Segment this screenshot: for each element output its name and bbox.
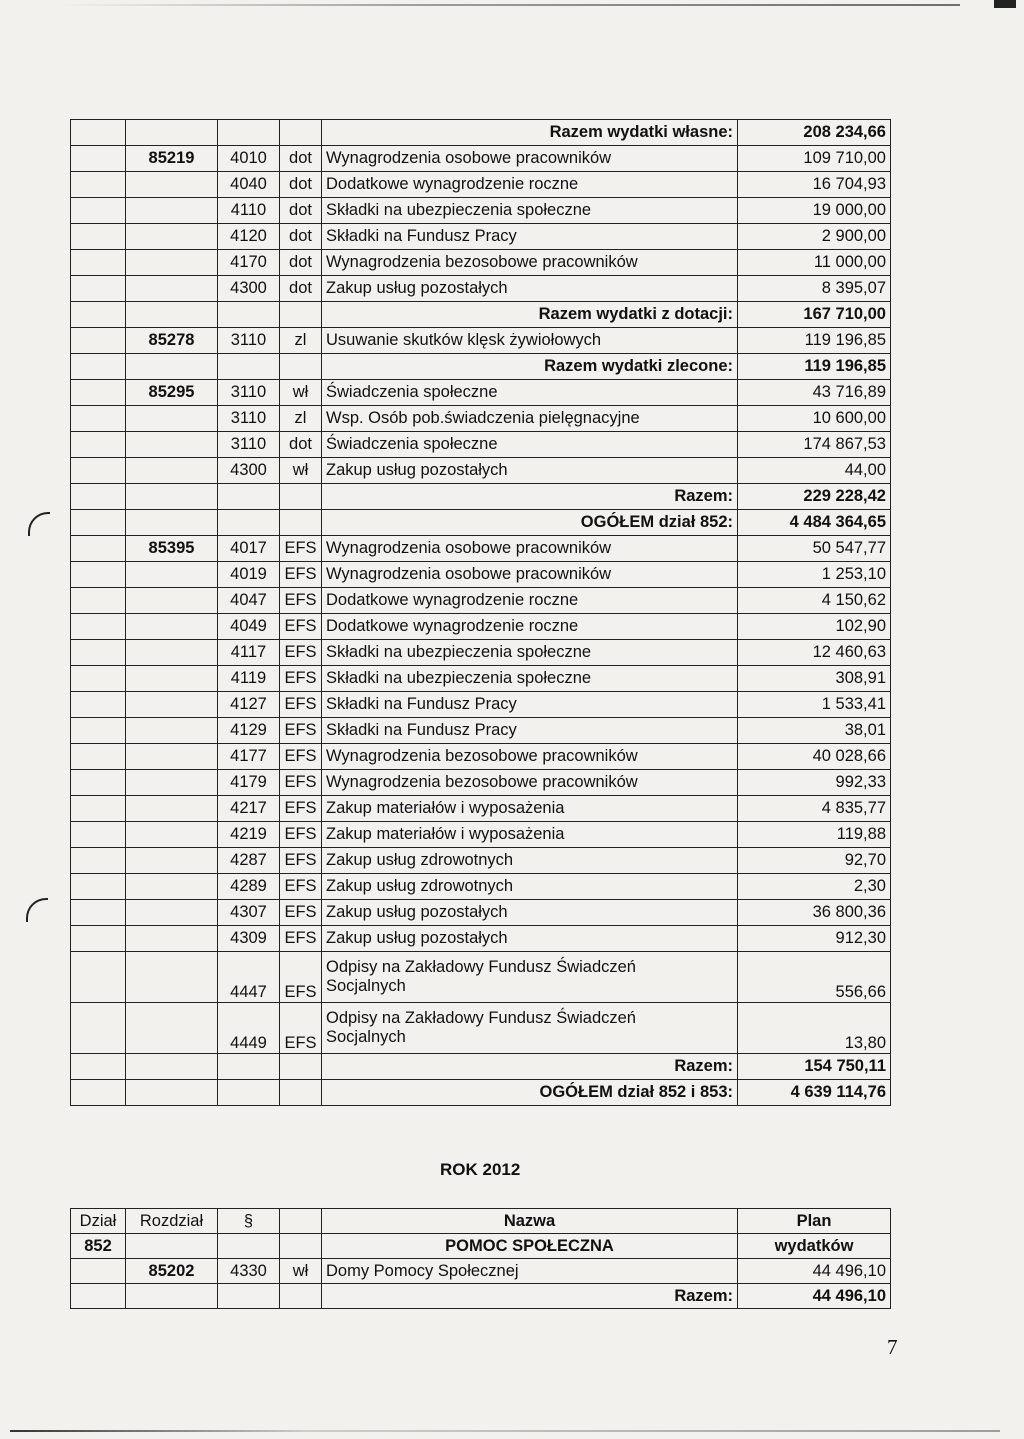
row-paragraph: 4117: [218, 640, 280, 666]
row-rozdzial: [126, 614, 218, 640]
table-row: [71, 198, 891, 224]
row-rozdzial: [126, 458, 218, 484]
row-paragraph: 4219: [218, 822, 280, 848]
total-label: Razem:: [322, 484, 738, 510]
row-name-line-2: Socjalnych: [326, 1028, 406, 1046]
table-row: [71, 900, 891, 926]
total-row: [71, 302, 891, 328]
section-name: POMOC SPOŁECZNA: [322, 1234, 738, 1259]
table-row: [71, 146, 891, 172]
row-name: Składki na Fundusz Pracy: [322, 692, 738, 718]
total-row: [71, 1080, 891, 1106]
row-paragraph: 4127: [218, 692, 280, 718]
total-value: 208 234,66: [738, 120, 891, 146]
row-value: 40 028,66: [738, 744, 891, 770]
row-paragraph: 4289: [218, 874, 280, 900]
row-rozdzial: 85295: [126, 380, 218, 406]
row-rozdzial: 85219: [126, 146, 218, 172]
header-dzial: Dział: [71, 1209, 126, 1234]
total-value: 4 639 114,76: [738, 1080, 891, 1106]
row-rozdzial: [126, 562, 218, 588]
row-value: 992,33: [738, 770, 891, 796]
table-row: [71, 380, 891, 406]
row-value: 36 800,36: [738, 900, 891, 926]
row-source: EFS: [280, 640, 322, 666]
expenditure-table-body: [71, 120, 891, 1106]
row-source: zl: [280, 406, 322, 432]
row-value: 50 547,77: [738, 536, 891, 562]
row-source: wł: [280, 458, 322, 484]
row-rozdzial: [126, 900, 218, 926]
total-row: [71, 1284, 891, 1309]
total-row: [71, 120, 891, 146]
header-rozdzial: Rozdział: [126, 1209, 218, 1234]
table-row: [71, 1259, 891, 1284]
total-label: Razem wydatki własne:: [322, 120, 738, 146]
row-rozdzial: [126, 198, 218, 224]
row-rozdzial: [126, 952, 218, 1003]
table-row: [71, 926, 891, 952]
table-row: [71, 640, 891, 666]
row-name: Wynagrodzenia bezosobowe pracowników: [322, 744, 738, 770]
row-name: Składki na Fundusz Pracy: [322, 224, 738, 250]
row-source: dot: [280, 432, 322, 458]
row-paragraph: 4177: [218, 744, 280, 770]
row-name: Świadczenia społeczne: [322, 380, 738, 406]
row-rozdzial: [126, 406, 218, 432]
total-label: Razem wydatki z dotacji:: [322, 302, 738, 328]
total-label: Razem:: [322, 1054, 738, 1080]
row-paragraph: 3110: [218, 432, 280, 458]
row-name: Wynagrodzenia osobowe pracowników: [322, 536, 738, 562]
row-source: EFS: [280, 822, 322, 848]
table-row: [71, 432, 891, 458]
row-paragraph: 4129: [218, 718, 280, 744]
total-row: [71, 484, 891, 510]
total-label: OGÓŁEM dział 852 i 853:: [322, 1080, 738, 1106]
row-value: 4 150,62: [738, 588, 891, 614]
row-name: Świadczenia społeczne: [322, 432, 738, 458]
table-row: [71, 536, 891, 562]
table-row: [71, 562, 891, 588]
row-rozdzial: [126, 874, 218, 900]
row-value: 2 900,00: [738, 224, 891, 250]
scan-corner-mark: [994, 0, 1016, 8]
row-name: Wynagrodzenia bezosobowe pracowników: [322, 250, 738, 276]
row-paragraph: 4217: [218, 796, 280, 822]
table-row: [71, 172, 891, 198]
row-value: 11 000,00: [738, 250, 891, 276]
total-value: 119 196,85: [738, 354, 891, 380]
row-paragraph: 4010: [218, 146, 280, 172]
row-source: EFS: [280, 848, 322, 874]
total-value: 4 484 364,65: [738, 510, 891, 536]
row-source: EFS: [280, 874, 322, 900]
row-source: dot: [280, 146, 322, 172]
row-name: Zakup usług pozostałych: [322, 926, 738, 952]
table-row: [71, 224, 891, 250]
header-nazwa: Nazwa: [322, 1209, 738, 1234]
row-paragraph: 4119: [218, 666, 280, 692]
row-rozdzial: [126, 848, 218, 874]
row-rozdzial: [126, 224, 218, 250]
total-label: OGÓŁEM dział 852:: [322, 510, 738, 536]
row-value: 174 867,53: [738, 432, 891, 458]
row-value: 44,00: [738, 458, 891, 484]
table-row: [71, 250, 891, 276]
row-paragraph: 4179: [218, 770, 280, 796]
plan-2012-table: [70, 1208, 891, 1309]
table-row: [71, 744, 891, 770]
row-value: 912,30: [738, 926, 891, 952]
table-row: [71, 666, 891, 692]
row-rozdzial: [126, 250, 218, 276]
row-rozdzial: [126, 666, 218, 692]
row-paragraph: 4019: [218, 562, 280, 588]
row-source: dot: [280, 172, 322, 198]
row-paragraph: 4287: [218, 848, 280, 874]
row-value: 13,80: [738, 1003, 891, 1054]
row-name: Zakup usług zdrowotnych: [322, 874, 738, 900]
row-paragraph: 4449: [218, 1003, 280, 1054]
row-source: wł: [280, 1259, 322, 1284]
table-row: [71, 1003, 891, 1054]
row-value: 43 716,89: [738, 380, 891, 406]
row-source: EFS: [280, 562, 322, 588]
row-name: Wsp. Osób pob.świadczenia pielęgnacyjne: [322, 406, 738, 432]
table-row: [71, 796, 891, 822]
table-row: [71, 276, 891, 302]
row-paragraph: 4330: [218, 1259, 280, 1284]
row-name: Zakup materiałów i wyposażenia: [322, 796, 738, 822]
row-value: 44 496,10: [738, 1259, 891, 1284]
row-value: 4 835,77: [738, 796, 891, 822]
row-source: EFS: [280, 926, 322, 952]
row-paragraph: 4300: [218, 458, 280, 484]
row-rozdzial: [126, 172, 218, 198]
row-rozdzial: [126, 588, 218, 614]
row-source: wł: [280, 380, 322, 406]
section-row: [71, 1234, 891, 1259]
table-row: [71, 822, 891, 848]
total-value: 167 710,00: [738, 302, 891, 328]
row-name: Zakup usług pozostałych: [322, 458, 738, 484]
row-paragraph: 3110: [218, 328, 280, 354]
row-source: dot: [280, 198, 322, 224]
row-paragraph: 4307: [218, 900, 280, 926]
row-name: Dodatkowe wynagrodzenie roczne: [322, 588, 738, 614]
table-row: [71, 874, 891, 900]
punch-hole-mark: [26, 898, 48, 922]
section-dzial: 852: [71, 1234, 126, 1259]
row-name: Wynagrodzenia osobowe pracowników: [322, 146, 738, 172]
row-name: Składki na Fundusz Pracy: [322, 718, 738, 744]
expenditure-table: [70, 119, 891, 1106]
row-source: dot: [280, 250, 322, 276]
row-source: zl: [280, 328, 322, 354]
total-label: Razem:: [322, 1284, 738, 1309]
row-value: 308,91: [738, 666, 891, 692]
row-value: 1 253,10: [738, 562, 891, 588]
row-rozdzial: [126, 926, 218, 952]
row-rozdzial: [126, 276, 218, 302]
row-rozdzial: [126, 770, 218, 796]
row-name: Domy Pomocy Społecznej: [322, 1259, 738, 1284]
total-row: [71, 510, 891, 536]
row-value: 16 704,93: [738, 172, 891, 198]
table-row: [71, 458, 891, 484]
row-rozdzial: [126, 822, 218, 848]
row-name: Składki na ubezpieczenia społeczne: [322, 198, 738, 224]
row-source: EFS: [280, 536, 322, 562]
row-paragraph: 4040: [218, 172, 280, 198]
row-name: Wynagrodzenia bezosobowe pracowników: [322, 770, 738, 796]
table-row: [71, 406, 891, 432]
row-name: Zakup usług pozostałych: [322, 900, 738, 926]
row-value: 38,01: [738, 718, 891, 744]
row-source: EFS: [280, 718, 322, 744]
row-rozdzial: [126, 718, 218, 744]
row-name: [322, 1003, 738, 1054]
row-source: dot: [280, 276, 322, 302]
row-name: Składki na ubezpieczenia społeczne: [322, 666, 738, 692]
row-rozdzial: 85395: [126, 536, 218, 562]
row-source: EFS: [280, 588, 322, 614]
row-paragraph: 4017: [218, 536, 280, 562]
row-value: 556,66: [738, 952, 891, 1003]
row-value: 2,30: [738, 874, 891, 900]
row-rozdzial: [126, 1003, 218, 1054]
row-name: Usuwanie skutków klęsk żywiołowych: [322, 328, 738, 354]
row-source: EFS: [280, 692, 322, 718]
row-value: 8 395,07: [738, 276, 891, 302]
row-source: dot: [280, 224, 322, 250]
row-paragraph: 4309: [218, 926, 280, 952]
row-name: Składki na ubezpieczenia społeczne: [322, 640, 738, 666]
row-value: 1 533,41: [738, 692, 891, 718]
row-paragraph: 4049: [218, 614, 280, 640]
row-source: EFS: [280, 796, 322, 822]
scan-top-edge: [60, 4, 960, 6]
row-name: Zakup materiałów i wyposażenia: [322, 822, 738, 848]
row-rozdzial: 85202: [126, 1259, 218, 1284]
row-name: Wynagrodzenia osobowe pracowników: [322, 562, 738, 588]
row-value: 109 710,00: [738, 146, 891, 172]
total-value: 154 750,11: [738, 1054, 891, 1080]
row-paragraph: 3110: [218, 380, 280, 406]
row-value: 10 600,00: [738, 406, 891, 432]
header-source: [280, 1209, 322, 1234]
row-value: 119 196,85: [738, 328, 891, 354]
row-name: [322, 952, 738, 1003]
section-plan-label: wydatków: [738, 1234, 891, 1259]
table-row: [71, 770, 891, 796]
table-row: [71, 952, 891, 1003]
punch-hole-mark: [28, 512, 50, 536]
row-name-line-2: Socjalnych: [326, 977, 406, 995]
table-header-row: [71, 1209, 891, 1234]
header-plan: Plan: [738, 1209, 891, 1234]
total-row: [71, 1054, 891, 1080]
row-name-line-1: Odpisy na Zakładowy Fundusz Świadczeń: [326, 958, 636, 977]
page-number: 7: [887, 1335, 898, 1359]
row-rozdzial: [126, 432, 218, 458]
row-value: 102,90: [738, 614, 891, 640]
row-name: Dodatkowe wynagrodzenie roczne: [322, 172, 738, 198]
row-source: EFS: [280, 1003, 322, 1054]
row-rozdzial: [126, 692, 218, 718]
row-value: 19 000,00: [738, 198, 891, 224]
row-name: Dodatkowe wynagrodzenie roczne: [322, 614, 738, 640]
year-heading: ROK 2012: [440, 1160, 521, 1179]
row-source: EFS: [280, 744, 322, 770]
table-row: [71, 718, 891, 744]
header-paragraph: §: [218, 1209, 280, 1234]
row-paragraph: 4300: [218, 276, 280, 302]
row-paragraph: 4447: [218, 952, 280, 1003]
table-row: [71, 588, 891, 614]
row-source: EFS: [280, 900, 322, 926]
table-row: [71, 328, 891, 354]
table-row: [71, 692, 891, 718]
row-value: 92,70: [738, 848, 891, 874]
total-row: [71, 354, 891, 380]
total-value: 44 496,10: [738, 1284, 891, 1309]
table-row: [71, 614, 891, 640]
row-value: 119,88: [738, 822, 891, 848]
row-value: 12 460,63: [738, 640, 891, 666]
row-name: Zakup usług zdrowotnych: [322, 848, 738, 874]
row-paragraph: 4110: [218, 198, 280, 224]
row-paragraph: 4120: [218, 224, 280, 250]
row-source: EFS: [280, 666, 322, 692]
row-source: EFS: [280, 614, 322, 640]
row-rozdzial: [126, 744, 218, 770]
row-name-line-1: Odpisy na Zakładowy Fundusz Świadczeń: [326, 1009, 636, 1028]
row-rozdzial: [126, 796, 218, 822]
row-paragraph: 4170: [218, 250, 280, 276]
row-rozdzial: 85278: [126, 328, 218, 354]
row-paragraph: 3110: [218, 406, 280, 432]
total-label: Razem wydatki zlecone:: [322, 354, 738, 380]
total-value: 229 228,42: [738, 484, 891, 510]
row-rozdzial: [126, 640, 218, 666]
row-paragraph: 4047: [218, 588, 280, 614]
row-source: EFS: [280, 952, 322, 1003]
scan-bottom-edge: [10, 1430, 1000, 1432]
row-source: EFS: [280, 770, 322, 796]
table-row: [71, 848, 891, 874]
row-name: Zakup usług pozostałych: [322, 276, 738, 302]
